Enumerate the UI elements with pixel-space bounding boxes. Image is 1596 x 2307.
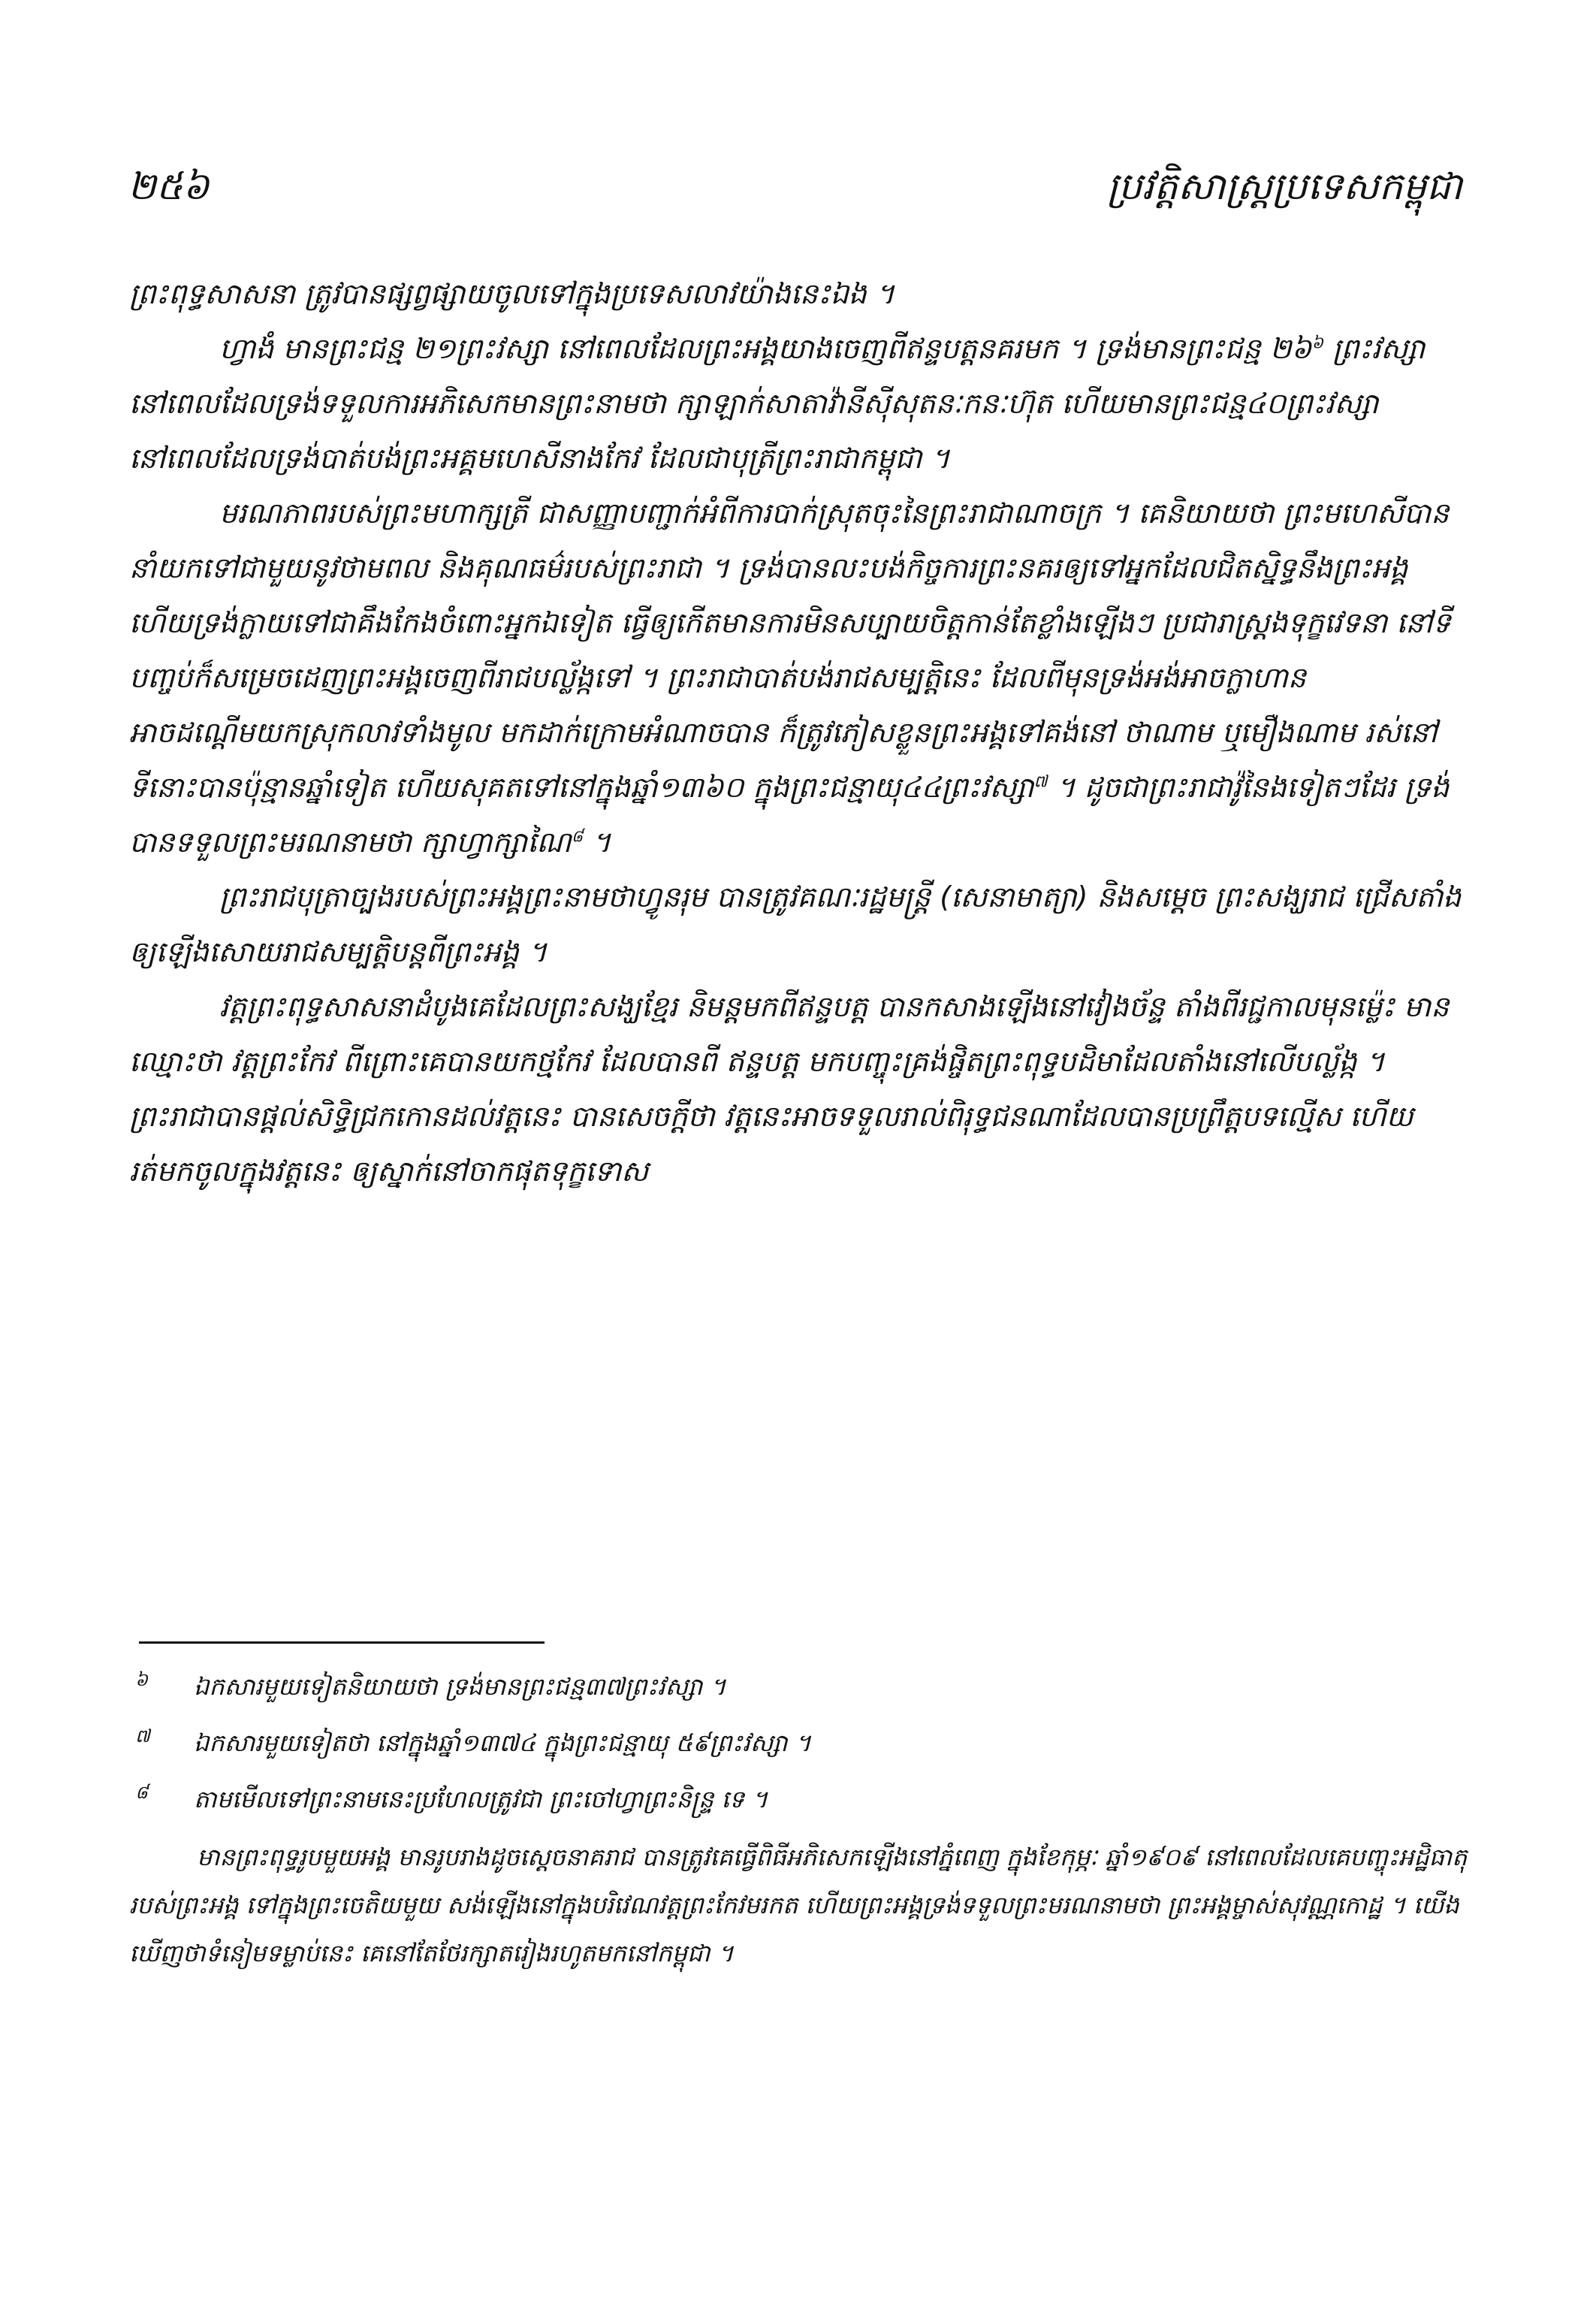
paragraph-2-part-a: ហ្វាងំ មានព្រះជន្ម ២១ព្រះវស្សា នៅពេលដែលព្រះអង្គយាងចេញពីឥន្ទបត្តនគរមក ។ ទ្រង់មានព្រះជន្ម ២៦ — [219, 332, 1312, 365]
footnote-8-text: តាមមើលទៅព្រះនាមនេះប្រហែលត្រូវជា ព្រះចៅហ្វាព្រះនិន្ទ្រ ទេ ។ — [194, 1785, 768, 1813]
running-title: ប្រវត្តិសាស្ត្រប្រទេសកម្ពុជា — [1106, 165, 1462, 208]
paragraph-3-part-b: ។ ដូចជាព្រះរាជាវ៉ូនៃងទៀតៗដែរ ទ្រង់បានទទួលព្រះមរណនាមថា ក្សាហ្វាក្សាណៃ — [129, 771, 1450, 859]
footnote-8: ៨ តាមមើលទៅព្រះនាមនេះប្រហែលត្រូវជា ព្រះចៅហ្វាព្រះនិន្ទ្រ ទេ ។ — [135, 1782, 768, 1813]
main-text — [129, 267, 1466, 1199]
footnote-paragraph: មានព្រះពុទ្ធរូបមួយអង្គ មានរូបរាងដូចស្តេចនាគរាជ បានត្រូវគេធ្វើពិធីអភិសេកឡើងនៅភ្នំពេញ ក្នុងខែកុម្ភៈ ឆ្នាំ១៩០៩ នៅពេលដែលគេបញ្ចុះអដ្ឋិធាតុរបស់ព្រះអង្គ ទៅក្នុងព្រះចេតិយមួយ សង់ឡើងនៅក្នុងបរិវេណវត្តព្រះកែវមរកត ហើយព្រះអង្គទ្រង់ទទួលព្រះមរណនាមថា ព្រះអង្គម្ចាស់សុវណ្ណកោដ្ឋ ។ យើងឃើញថាទំនៀមទម្លាប់នេះ គេនៅតែថែរក្សាតរៀងរហូតមកនៅកម្ពុជា ។ — [129, 1843, 1468, 1967]
footnote-separator — [139, 1641, 545, 1644]
footnote-8-continuation — [129, 1833, 1481, 1977]
page-number: ២៥៦ — [128, 165, 210, 208]
footnote-7: ៧ ឯកសារមួយទៀតថា នៅក្នុងឆ្នាំ១៣៧៤ ក្នុងព្រះជន្មាយុ ៥៩ព្រះវស្សា ។ — [135, 1726, 811, 1757]
paragraph-2 — [129, 322, 1466, 486]
footnote-7-text: ឯកសារមួយទៀតថា នៅក្នុងឆ្នាំ១៣៧៤ ក្នុងព្រះជន្មាយុ ៥៩ព្រះវស្សា ។ — [194, 1729, 811, 1757]
paragraph-3-part-c: ។ — [583, 826, 611, 859]
footnote-ref-8: ៨ — [571, 827, 584, 847]
footnote-6-text: ឯកសារមួយទៀតនិយាយថា ទ្រង់មានព្រះជន្ម៣៧ព្រះវស្សា ។ — [194, 1672, 726, 1701]
footnote-6: ៦ ឯកសារមួយទៀតនិយាយថា ទ្រង់មានព្រះជន្ម៣៧ព្រះវស្សា ។ — [135, 1669, 726, 1701]
footnote-ref-6: ៦ — [1311, 334, 1324, 353]
paragraph-4: ព្រះរាជបុត្រាច្បងរបស់ព្រះអង្គព្រះនាមថាហ្វូនរុម បានត្រូវគណៈរដ្ឋមន្ត្រី (សេនាមាត្យា) និងសម្តេច ព្រះសង្ឃរាជ ជ្រើសតាំងឲ្យឡើងសោយរាជសម្បត្តិបន្តពីព្រះអង្គ ។ — [129, 880, 1462, 968]
paragraph-3 — [129, 486, 1466, 870]
paragraph-2-part-b: ព្រះវស្សា នៅពេលដែលទ្រង់ទទួលការអភិសេកមានព្រះនាមថា ក្សាឡាក់សាតាវ៉ានីស៊ីសុតនៈកនៈហ៊ុត ហើយមានព្រះជន្ម៤០ព្រះវស្សា នៅពេលដែលទ្រង់បាត់បង់ព្រះអគ្គមហេសីនាងកែវ ដែលជាបុត្រីព្រះរាជាកម្ពុជា ។ — [129, 332, 1426, 475]
paragraph-3-part-a: មរណភាពរបស់ព្រះមហាក្សត្រី ជាសញ្ញាបញ្ជាក់អំពីការបាក់ស្រុតចុះនៃព្រះរាជាណាចក្រ ។ គេនិយាយថា ព្រះមហេសីបាននាំយកទៅជាមួយនូវថាមពល និងគុណធម៌របស់ព្រះរាជា ។ ទ្រង់បានលះបង់កិច្ចការព្រះនគរឲ្យទៅអ្នកដែលជិតស្និទ្ធនឹងព្រះអង្គ ហើយទ្រង់ក្លាយទៅជាគឹងកែងចំពោះអ្នកឯទៀត ធ្វើឲ្យកើតមានការមិនសប្បាយចិត្តកាន់តែខ្លាំងឡើងៗ ប្រជារាស្ត្រងទុក្ខវេទនា នៅទីបញ្ចប់ក៏សម្រេចដេញព្រះអង្គចេញពីរាជបល្ល័ង្កទៅ ។ ព្រះរាជាបាត់បង់រាជសម្បត្តិនេះ ដែលពីមុនទ្រង់អង់អាចក្លាហាន អាចដណ្តើមយកស្រុកលាវទាំងមូល មកដាក់ក្រោមអំណាចបាន ក៏ត្រូវភៀសខ្លួនព្រះអង្គទៅគង់នៅ ថាណាម ឬមឿងណាម រស់នៅទីនោះបានប៉ុន្មានឆ្នាំទៀត ហើយសុគតទៅនៅក្នុងឆ្នាំ១៣៦០ ក្នុងព្រះជន្មាយុ៤៤ព្រះវស្សា — [129, 497, 1451, 804]
paragraph-5: វត្តព្រះពុទ្ធសាសនាដំបូងគេដែលព្រះសង្ឃខ្មែរ និមន្តមកពីឥន្ទបត្ត បានកសាងឡើងនៅវៀងច័ន្ទ តាំងពីរជ្ជកាលមុនម៉្លេះ មានឈ្មោះថា វត្តព្រះកែវ ពីព្រោះគេបានយកថ្មកែវ ដែលបានពី ឥន្ទបត្ត មកបញ្ចុះគ្រង់ផ្ចិតព្រះពុទ្ធបដិមាដែលតាំងនៅលើបល្ល័ង្ក ។ ព្រះរាជាបានផ្តល់សិទ្ធិជ្រកកោនដល់វត្តនេះ បានសេចក្តីថា វត្តនេះអាចទទួលរាល់ពិរុទ្ធជនណាដែលបានប្រព្រឹត្តបទល្មើស ហើយរត់មកចូលក្នុងវត្តនេះ ឲ្យស្នាក់នៅចាកផុតទុក្ខទោស — [129, 990, 1450, 1188]
paragraph-1: ព្រះពុទ្ធសាសនា ត្រូវបានផ្សព្វផ្សាយចូលទៅក្នុងប្រទេសលាវយ៉ាងនេះឯង ។ — [129, 277, 895, 310]
footnote-ref-7: ៧ — [1033, 772, 1048, 792]
